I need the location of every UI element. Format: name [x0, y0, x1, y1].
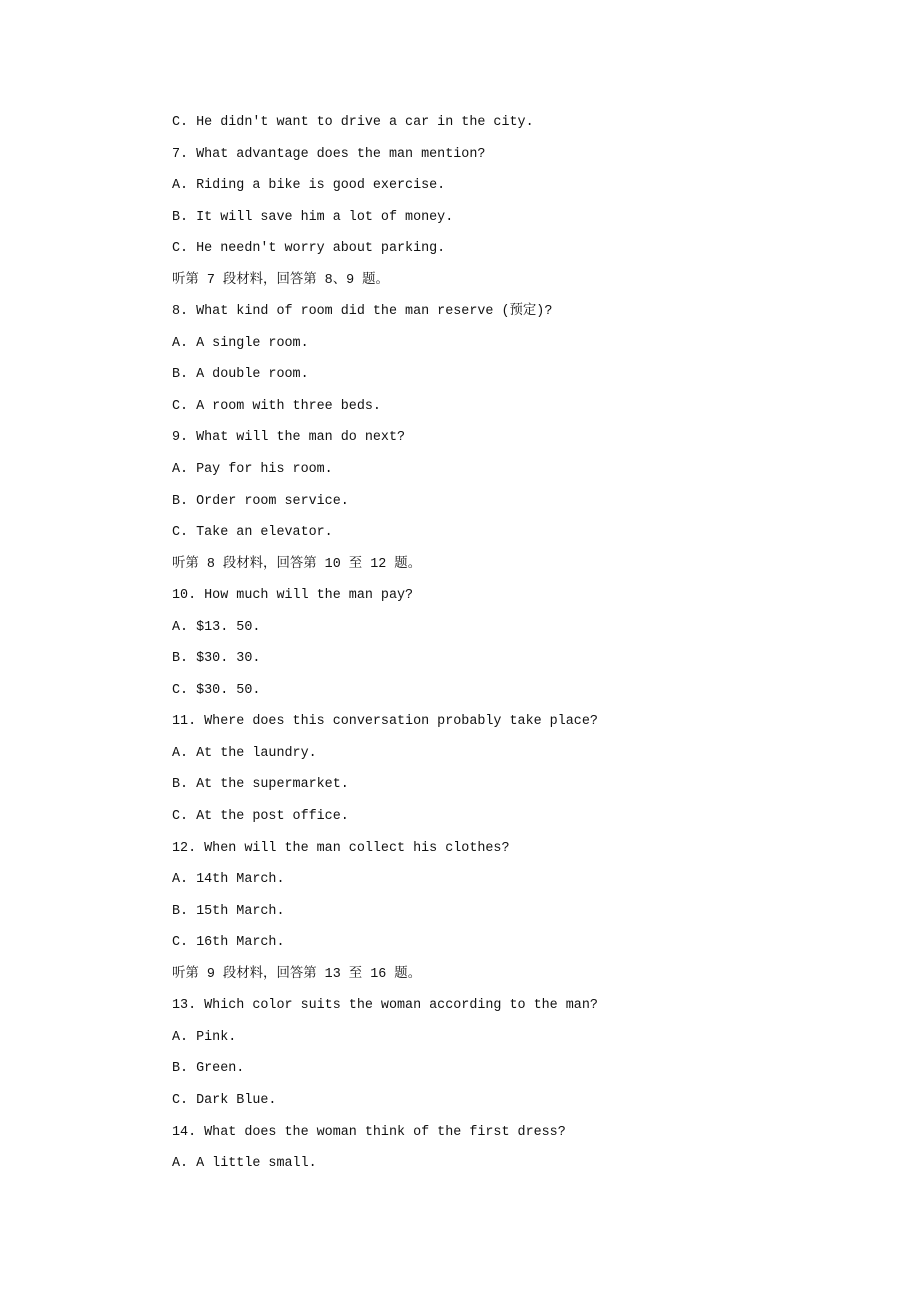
section-instruction: 听第 7 段材料，回答第 8、9 题。 [172, 272, 389, 288]
question-line: 13. Which color suits the woman according to the man? [172, 998, 598, 1014]
option-line: A. Riding a bike is good exercise. [172, 178, 446, 194]
question-line: 11. Where does this conversation probably take place? [172, 714, 598, 730]
section-instruction: 听第 9 段材料，回答第 13 至 16 题。 [172, 966, 422, 982]
document-page [172, 112, 598, 1185]
option-line: A. A single room. [172, 335, 309, 351]
option-line: B. A double room. [172, 367, 309, 383]
question-line: 12. When will the man collect his clothes? [172, 840, 510, 856]
question-line: 14. What does the woman think of the first dress? [172, 1124, 566, 1140]
option-line: B. $30. 30. [172, 651, 261, 667]
question-line: 10. How much will the man pay? [172, 588, 414, 604]
option-line: A. Pink. [172, 1029, 237, 1045]
section-instruction: 听第 8 段材料，回答第 10 至 12 题。 [172, 556, 422, 572]
option-line: B. It will save him a lot of money. [172, 209, 454, 225]
option-line: A. $13. 50. [172, 619, 261, 635]
option-line: C. $30. 50. [172, 682, 261, 698]
option-line: C. Take an elevator. [172, 525, 333, 541]
option-line: B. 15th March. [172, 903, 285, 919]
option-line: B. At the supermarket. [172, 777, 349, 793]
option-line: A. 14th March. [172, 872, 285, 888]
question-line: 7. What advantage does the man mention? [172, 146, 486, 162]
option-line: B. Green. [172, 1061, 245, 1077]
question-line: 8. What kind of room did the man reserve (预定)? [172, 304, 553, 320]
option-line: C. Dark Blue. [172, 1092, 277, 1108]
option-line: A. Pay for his room. [172, 462, 333, 478]
option-line: C. A room with three beds. [172, 398, 381, 414]
option-line: C. 16th March. [172, 935, 285, 951]
option-line: C. At the post office. [172, 809, 349, 825]
option-line: C. He needn't worry about parking. [172, 241, 446, 257]
option-line: B. Order room service. [172, 493, 349, 509]
option-line: A. A little small. [172, 1156, 317, 1172]
option-line: A. At the laundry. [172, 745, 317, 761]
question-line: 9. What will the man do next? [172, 430, 406, 446]
option-line: C. He didn't want to drive a car in the city. [172, 115, 534, 130]
